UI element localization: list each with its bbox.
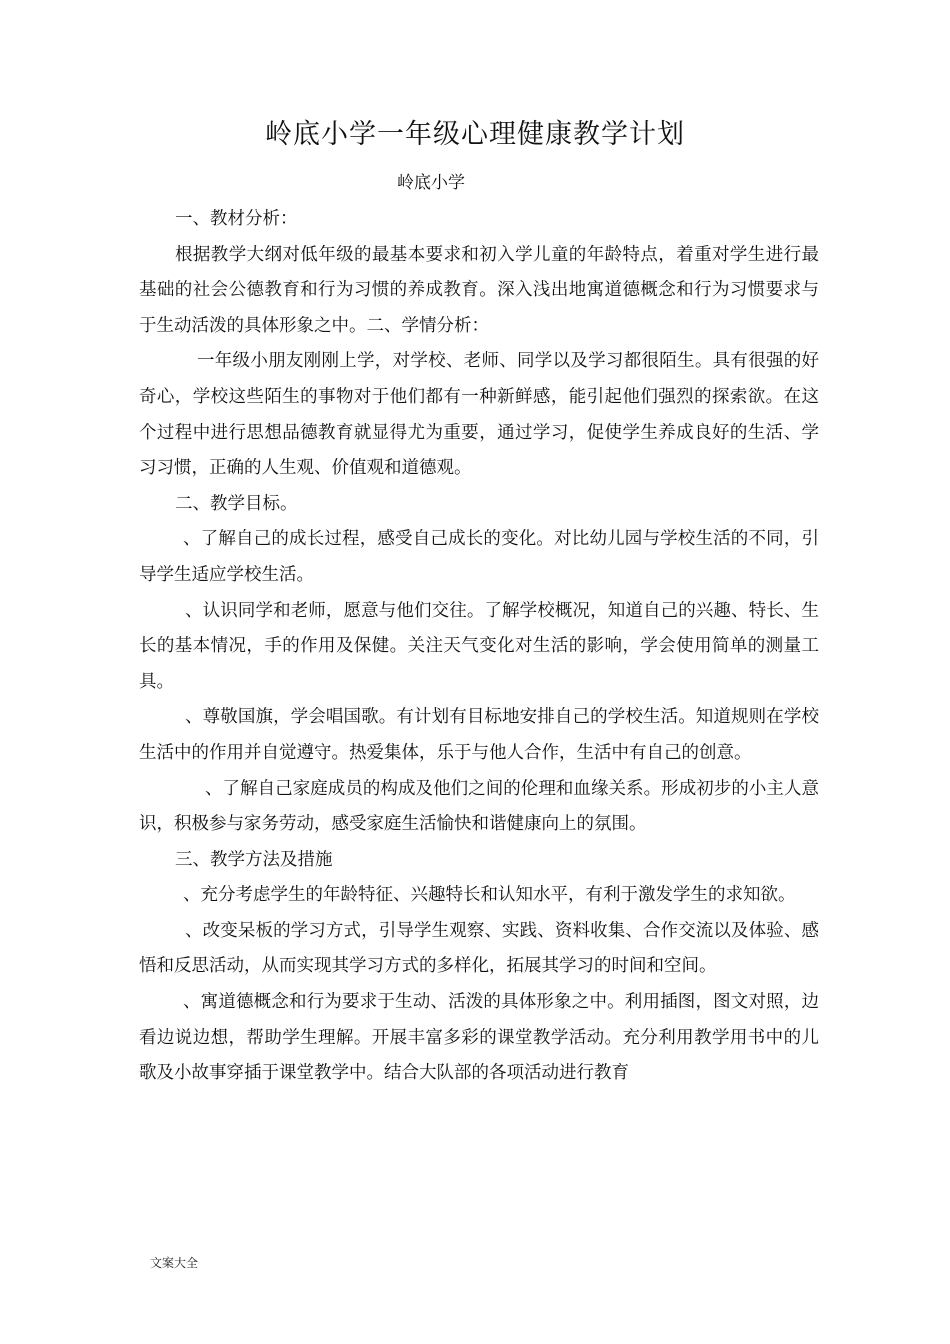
goal-item-1: 、了解自己的成长过程，感受自己成长的变化。对比幼儿园与学校生活的不同，引导学生适应学校生活。 bbox=[139, 529, 819, 585]
document-body bbox=[139, 202, 819, 1092]
document-author: 岭底小学 bbox=[397, 173, 465, 193]
method-item-3: 、寓道德概念和行为要求于生动、活泼的具体形象之中。利用插图，图文对照，边看边说边想，帮助学生理解。开展丰富多彩的课堂教学活动。充分利用教学用书中的儿歌及小故事穿插于课堂教学中。结合大队部的各项活动进行教育 bbox=[139, 992, 819, 1084]
section-heading-methods: 三、教学方法及措施 bbox=[175, 849, 333, 870]
section-heading-goals: 二、教学目标。 bbox=[175, 493, 298, 514]
method-item-1: 、充分考虑学生的年龄特征、兴趣特长和认知水平，有利于激发学生的求知欲。 bbox=[183, 885, 796, 906]
goal-item-3: 、尊敬国旗，学会唱国歌。有计划有目标地安排自己的学校生活。知道规则在学校生活中的作用并自觉遵守。热爱集体，乐于与他人合作，生活中有自己的创意。 bbox=[139, 707, 819, 763]
section-heading-materials: 一、教材分析： bbox=[175, 209, 298, 229]
document-title: 岭底小学一年级心理健康教学计划 bbox=[265, 119, 685, 150]
goal-item-4: 、了解自己家庭成员的构成及他们之间的伦理和血缘关系。形成初步的小主人意识，积极参与家务劳动，感受家庭生活愉快和谐健康向上的氛围。 bbox=[139, 778, 819, 835]
page-footer: 文案大全 bbox=[150, 1256, 199, 1270]
paragraph-student-analysis: 一年级小朋友刚刚上学，对学校、老师、同学以及学习都很陌生。具有很强的好奇心，学校这些陌生的事物对于他们都有一种新鲜感，能引起他们强烈的探索欲。在这个过程中进行思想品德教育就显得尤为重要，通过学习，促使学生养成良好的生活、学习习惯，正确的人生观、价值观和道德观。 bbox=[139, 351, 819, 479]
method-item-2: 、改变呆板的学习方式，引导学生观察、实践、资料收集、合作交流以及体验、感悟和反思活动，从而实现其学习方式的多样化，拓展其学习的时间和空间。 bbox=[139, 920, 819, 977]
goal-item-2: 、认识同学和老师，愿意与他们交往。了解学校概况，知道自己的兴趣、特长、生长的基本情况，手的作用及保健。关注天气变化对生活的影响，学会使用简单的测量工具。 bbox=[139, 600, 819, 692]
paragraph-materials-analysis: 根据教学大纲对低年级的最基本要求和初入学儿童的年龄特点，着重对学生进行最基础的社会公德教育和行为习惯的养成教育。深入浅出地寓道德概念和行为习惯要求与于生动活泼的具体形象之中。二、学情分析： bbox=[139, 244, 819, 336]
